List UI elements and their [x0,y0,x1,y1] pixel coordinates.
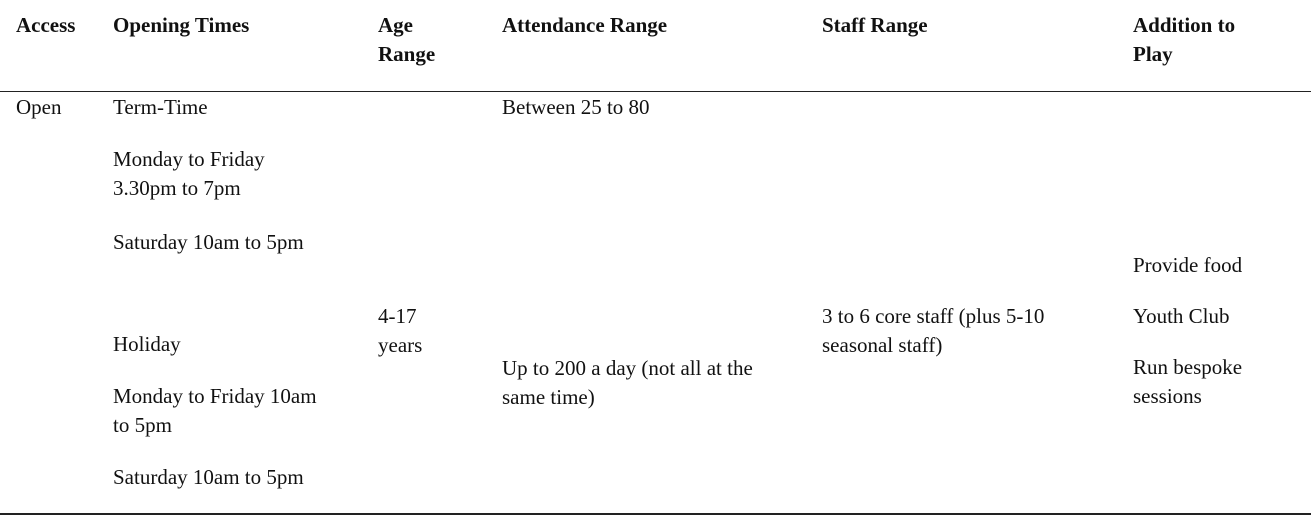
addition-item-bespoke-line2: sessions [1133,384,1202,408]
term-weekday-line1: Monday to Friday [113,147,265,171]
header-divider [0,91,1311,92]
holiday-label: Holiday [113,332,181,356]
addition-item-youth-club: Youth Club [1133,304,1230,328]
term-weekday-line2: 3.30pm to 7pm [113,176,241,200]
header-addition-line2: Play [1133,42,1173,66]
staff-range-line2: seasonal staff) [822,333,943,357]
holiday-weekday-line1: Monday to Friday 10am [113,384,317,408]
header-addition-line1: Addition to [1133,13,1236,37]
header-attendance-range: Attendance Range [502,13,668,37]
cell-access: Open [16,95,62,119]
attendance-term: Between 25 to 80 [502,95,650,119]
attendance-holiday-line2: same time) [502,385,595,409]
header-age-range-line2: Range [378,42,436,66]
header-staff-range: Staff Range [822,13,928,37]
staff-range-line1: 3 to 6 core staff (plus 5-10 [822,304,1045,328]
term-saturday: Saturday 10am to 5pm [113,230,304,254]
term-time-label: Term-Time [113,95,208,119]
header-age-range-line1: Age [378,13,413,37]
age-range-line1: 4-17 [378,304,417,328]
header-access: Access [16,13,76,37]
attendance-holiday-line1: Up to 200 a day (not all at the [502,356,753,380]
header-opening-times: Opening Times [113,13,250,37]
table-bottom-rule [0,513,1311,515]
holiday-weekday-line2: to 5pm [113,413,172,437]
addition-item-bespoke-line1: Run bespoke [1133,355,1243,379]
holiday-saturday: Saturday 10am to 5pm [113,465,304,489]
addition-item-provide-food: Provide food [1133,253,1243,277]
age-range-line2: years [378,333,423,357]
